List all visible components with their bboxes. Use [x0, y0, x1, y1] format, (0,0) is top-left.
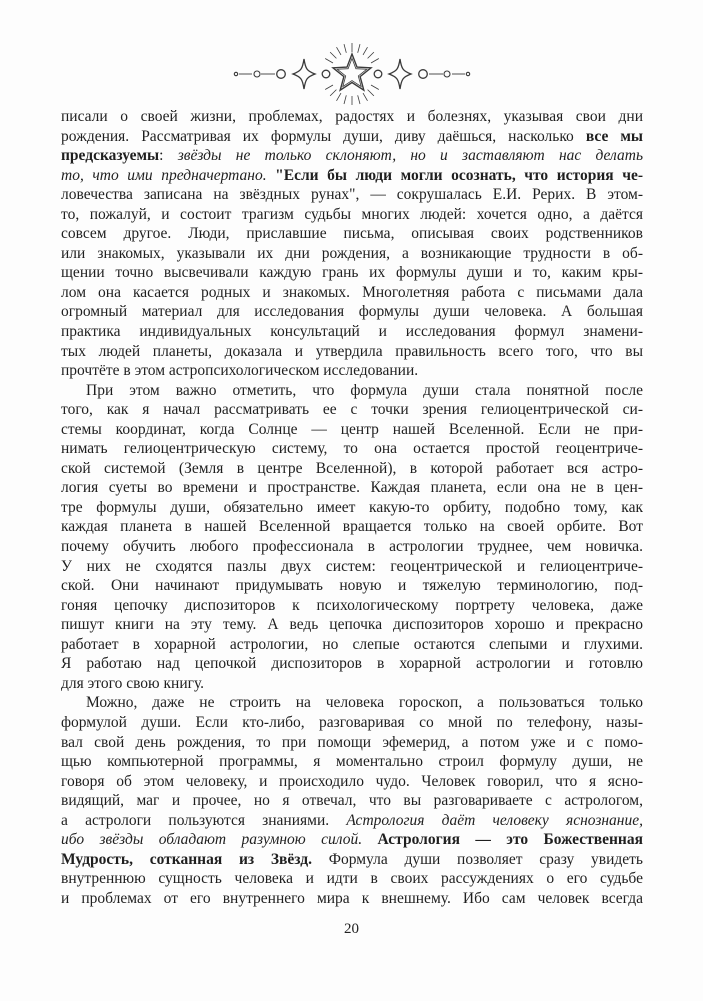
text-line	[61, 185, 643, 205]
page-number: 20	[344, 921, 359, 937]
text-line	[61, 107, 643, 127]
text-line	[61, 420, 643, 440]
text-segment: щью компьютерной программы, я моментально строил формулу души, не	[61, 753, 643, 771]
text-line	[61, 674, 643, 694]
text-segment: писали о своей жизни, проблемах, радостях и болезнях, указывая свои дни	[61, 108, 643, 125]
text-segment: вал свой день рождения, то при помощи эфемерид, а потом уже и с помо-	[61, 733, 643, 751]
text-line	[61, 557, 643, 577]
text-segment: говоря об этом человеку, и происходило чудо. Человек говорил, что я ясно-	[61, 772, 643, 790]
paragraph	[61, 107, 643, 381]
text-line	[61, 811, 643, 831]
text-segment: нимать гелиоцентрическую систему, то она остается простой геоцентриче-	[61, 440, 643, 458]
text-line	[61, 733, 643, 753]
text-segment: ской системой (Земля в центре Вселенной), в которой работает вся астро-	[61, 459, 643, 477]
text-line	[61, 127, 643, 147]
text-segment: логия суеты во времени и пространстве. Каждая планета, если она не в цен-	[61, 479, 643, 497]
text-line	[61, 752, 643, 772]
text-line	[61, 244, 643, 264]
text-segment: щении точно высвечивали каждую грань их формулы души и то, каким кры-	[61, 264, 643, 282]
text-segment: Астрология даёт человеку яснознание,	[346, 811, 643, 829]
text-segment: ловечества записана на звёздных рунах", — сокрушалась Е.И. Рерих. В этом-	[61, 186, 643, 204]
text-line	[61, 439, 643, 459]
text-line	[61, 283, 643, 303]
text-segment: все мы	[585, 127, 643, 145]
paragraph	[61, 693, 643, 908]
text-segment: для этого свою книгу.	[61, 674, 205, 692]
header-ornament	[0, 42, 703, 106]
text-block	[61, 107, 643, 908]
text-segment: звёзды не только склоняют, но и заставляют нас делать	[177, 147, 643, 165]
text-line	[61, 537, 643, 557]
text-line	[61, 381, 643, 401]
text-segment: огромный материал для исследования формулы души человека. А большая	[61, 303, 643, 321]
text-segment: тых людей планеты, доказала и утвердила правильность всего того, что вы	[61, 342, 643, 360]
text-segment: или знакомых, указывали их дни рождения, а возникающие трудности в об-	[61, 244, 643, 262]
text-segment: лом она касается родных и знакомых. Многолетняя работа с письмами дала	[61, 283, 643, 301]
text-segment: того, как я начал рассматривать ее с точки зрения гелиоцентрической си-	[61, 401, 643, 419]
text-segment: ской. Они начинают придумывать новую и тяжелую терминологию, под-	[61, 577, 643, 595]
text-segment: а астрологи пользуются знаниями.	[61, 811, 347, 829]
text-line	[61, 478, 643, 498]
text-line	[61, 850, 643, 870]
text-segment: работает в хорарной астрологии, но слепые остаются слепыми и глухими.	[61, 635, 643, 653]
text-segment: У них не сходятся пазлы двух систем: геоцентрической и гелиоцентриче-	[61, 557, 643, 575]
text-segment: Формула души позволяет сразу увидеть	[311, 850, 643, 868]
text-line	[61, 146, 643, 166]
text-segment: гоняя цепочку диспозиторов к психологическому портрету человека, даже	[61, 596, 643, 614]
text-line	[61, 772, 643, 792]
text-line	[61, 361, 643, 381]
text-segment: тре формулы души, обязательно имеет какую-то орбиту, подобно тому, как	[61, 498, 643, 516]
text-segment: :	[159, 147, 178, 165]
text-segment: "Если бы люди могли осознать, что история че-	[275, 166, 643, 184]
text-segment: совсем другое. Люди, приславшие письма, описывая своих родственников	[61, 225, 643, 243]
text-segment: каждая планета в нашей Вселенной вращается только на своей орбите. Вот	[61, 518, 643, 536]
text-segment	[362, 831, 377, 848]
text-line	[61, 498, 643, 518]
text-segment: При этом важно отметить, что формула души стала понятной после	[86, 381, 643, 399]
text-line	[61, 400, 643, 420]
text-segment: Я работаю над цепочкой диспозиторов в хорарной астрологии и готовлю	[61, 655, 643, 673]
text-segment: внутреннюю сущность человека и идти в своих рассуждениях о его судьбе	[61, 870, 643, 888]
text-line	[61, 713, 643, 733]
text-line	[61, 830, 643, 850]
text-line	[61, 166, 643, 186]
text-segment: формулой души. Если кто-либо, разговаривая со мной по телефону, назы-	[61, 713, 643, 731]
text-segment: и проблемах от его внутреннего мира к внешнему. Ибо сам человек всегда	[61, 889, 643, 907]
paragraph	[61, 381, 643, 694]
text-line	[61, 205, 643, 225]
text-line	[61, 654, 643, 674]
text-line	[61, 615, 643, 635]
star-divider-icon	[232, 42, 472, 106]
text-line	[61, 517, 643, 537]
text-line	[61, 263, 643, 283]
text-line	[61, 576, 643, 596]
text-line	[61, 596, 643, 616]
text-segment: Можно, даже не строить на человека гороскоп, а пользоваться только	[86, 694, 643, 712]
text-segment: то, пожалуй, и состоит трагизм судьбы многих людей: хочется одно, а даётся	[61, 205, 643, 223]
text-segment: прочтёте в этом астропсихологическом исследовании.	[61, 362, 419, 380]
text-line	[61, 322, 643, 342]
text-segment: предсказуемы	[61, 147, 160, 165]
text-line	[61, 342, 643, 362]
text-segment: то, что ими предначертано.	[61, 166, 276, 184]
text-segment: почему обучить любого профессионала в астрологии труднее, чем новичка.	[61, 538, 643, 556]
text-line	[61, 302, 643, 322]
text-line	[61, 459, 643, 479]
text-line	[61, 635, 643, 655]
text-line	[61, 224, 643, 244]
text-line	[61, 889, 643, 909]
text-segment: ибо звёзды обладают разумною силой.	[61, 831, 363, 849]
text-segment: стемы координат, когда Солнце — центр нашей Вселенной. Если не при-	[61, 420, 643, 438]
text-line	[61, 693, 643, 713]
text-line	[61, 791, 643, 811]
text-segment: рождения. Рассматривая их формулы души, диву даёшься, насколько	[61, 127, 586, 145]
text-segment: пишут книги на эту тему. А ведь цепочка диспозиторов хорошо и прекрасно	[61, 616, 643, 634]
text-segment: практика индивидуальных консультаций и исследования формул знамени-	[61, 323, 643, 341]
text-line	[61, 869, 643, 889]
text-segment: Мудрость, сотканная из Звёзд.	[61, 850, 312, 868]
text-segment: видящий, маг и прочее, но я отвечал, что вы разговариваете с астрологом,	[61, 792, 643, 810]
text-segment: Астрология — это Божественная	[377, 831, 643, 849]
